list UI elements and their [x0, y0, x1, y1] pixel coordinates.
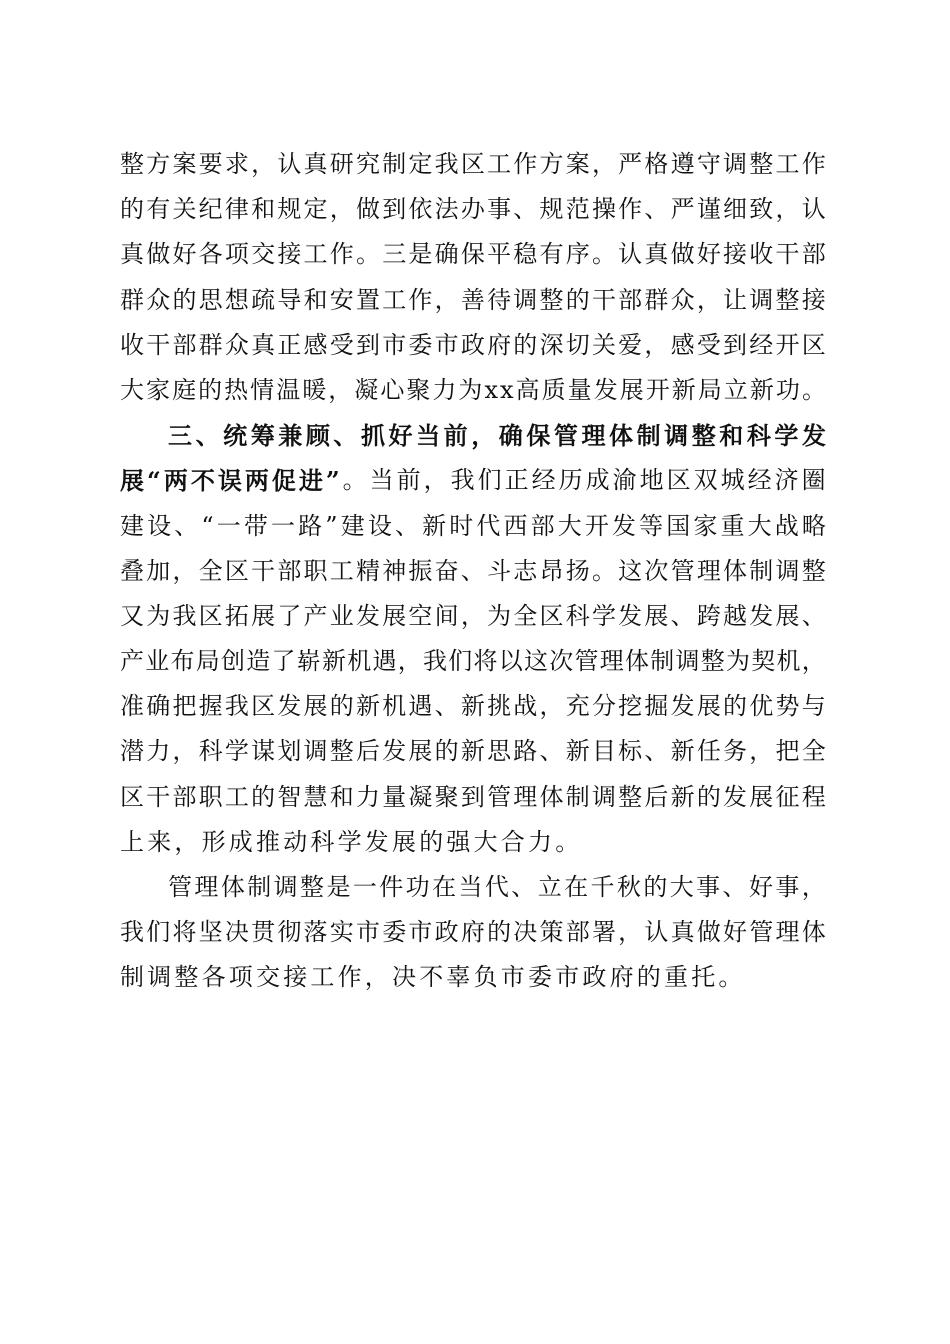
- text-line: 管 理 体 制 调 整 是 一 件 功 在 当 代 、 立 在 千 秋 的 大 事 、 好 事 ，: [168, 873, 826, 901]
- text-line: 制调整各项交接工作，决不辜负市委市政府的重托。: [120, 963, 746, 992]
- text-line: 建 设 、 “ 一 带 一 路 ” 建 设 、 新 时 代 西 部 大 开 发 等 国 家 重 大 战 略: [120, 511, 826, 540]
- text-line: 潜 力 ， 科 学 谋 划 调 整 后 发 展 的 新 思 路 、 新 目 标 、 新 任 务 ， 把 全: [120, 737, 826, 766]
- text-line: 叠 加 ， 全 区 干 部 职 工 精 神 振 奋 、 斗 志 昂 扬 。 这 次 管 理 体 制 调 整: [120, 556, 826, 585]
- text-line: 群 众 的 思 想 疏 导 和 安 置 工 作 ， 善 待 调 整 的 干 部 群 众 ， 让 调 整 接: [120, 285, 826, 314]
- text-line: 又 为 我 区 拓 展 了 产 业 发 展 空 间 ， 为 全 区 科 学 发 展 、 跨 越 发 展 、: [120, 601, 826, 630]
- text-line: 准 确 把 握 我 区 发 展 的 新 机 遇 、 新 挑 战 ， 充 分 挖 掘 发 展 的 优 势 与: [120, 692, 826, 721]
- text-line: 产 业 布 局 创 造 了 崭 新 机 遇 ， 我 们 将 以 这 次 管 理 体 制 调 整 为 契 机 ，: [120, 647, 826, 676]
- text-line: 大 家 庭 的 热 情 温 暖 ， 凝 心 聚 力 为 x x 高 质 量 发 展 开 新 局 立 新 功 。: [120, 375, 826, 404]
- text-line: 的 有 关 纪 律 和 规 定 ， 做 到 依 法 办 事 、 规 范 操 作 、 严 谨 细 致 ， 认: [120, 195, 826, 224]
- text-line: 区 干 部 职 工 的 智 慧 和 力 量 凝 聚 到 管 理 体 制 调 整 后 新 的 发 展 征 程: [120, 782, 826, 811]
- text-line: 收 干 部 群 众 真 正 感 受 到 市 委 市 政 府 的 深 切 关 爱 ， 感 受 到 经 开 区: [120, 330, 826, 359]
- text-line: 真 做 好 各 项 交 接 工 作 。 三 是 确 保 平 稳 有 序 。 认 真 做 好 接 收 干 部: [120, 240, 826, 269]
- text-line: 整 方 案 要 求 ， 认 真 研 究 制 定 我 区 工 作 方 案 ， 严 格 遵 守 调 整 工 作: [120, 150, 826, 178]
- text-line: 上来，形成推动科学发展的强大合力。: [120, 827, 583, 856]
- document-body: [120, 142, 826, 1001]
- text-line-mixed: 展 “ 两 不 误 两 促 进 ” 。 当 前 ， 我 们 正 经 历 成 渝 地 区 双 城 经 济 圈: [120, 466, 826, 496]
- section-heading-line: 三 、 统 筹 兼 顾 、 抓 好 当 前 ， 确 保 管 理 体 制 调 整 和 科 学 发: [168, 421, 826, 451]
- text-line: 我 们 将 坚 决 贯 彻 落 实 市 委 市 政 府 的 决 策 部 署 ， 认 真 做 好 管 理 体: [120, 918, 826, 947]
